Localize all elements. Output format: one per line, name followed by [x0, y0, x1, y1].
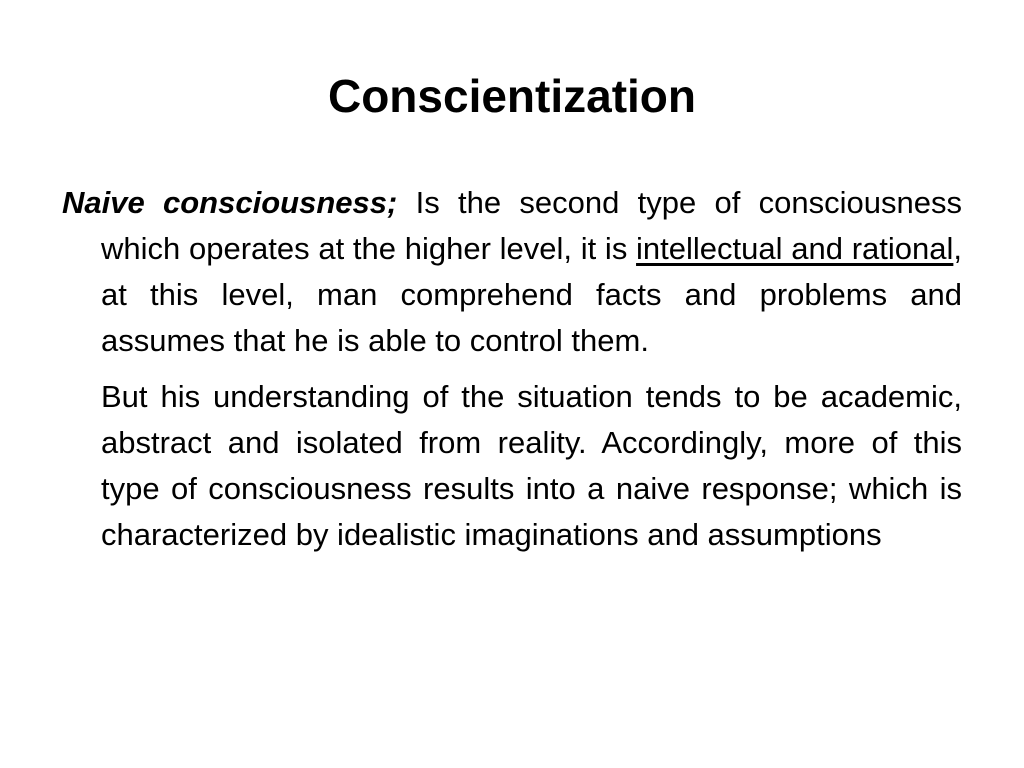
paragraph-1-text-end: , at this level, man comprehend facts and problems and assumes that he is able to control them. [101, 231, 962, 358]
paragraph-1-text-start: Is the second type of consciousness which operates at the higher level, it is [101, 185, 962, 266]
underlined-phrase: intellectual and rational [636, 231, 954, 266]
term-label: Naive consciousness; [62, 185, 398, 220]
slide-title: Conscientization [327, 70, 697, 122]
paragraph-understanding: But his understanding of the situation tends to be academic, abstract and isolated from reality. Accordingly, more of this type of consciousness results into a naive response; which is characterized by idealistic imaginations and assumptions [101, 379, 962, 552]
paragraph-naive-consciousness [62, 180, 962, 364]
slide-body [62, 180, 962, 558]
